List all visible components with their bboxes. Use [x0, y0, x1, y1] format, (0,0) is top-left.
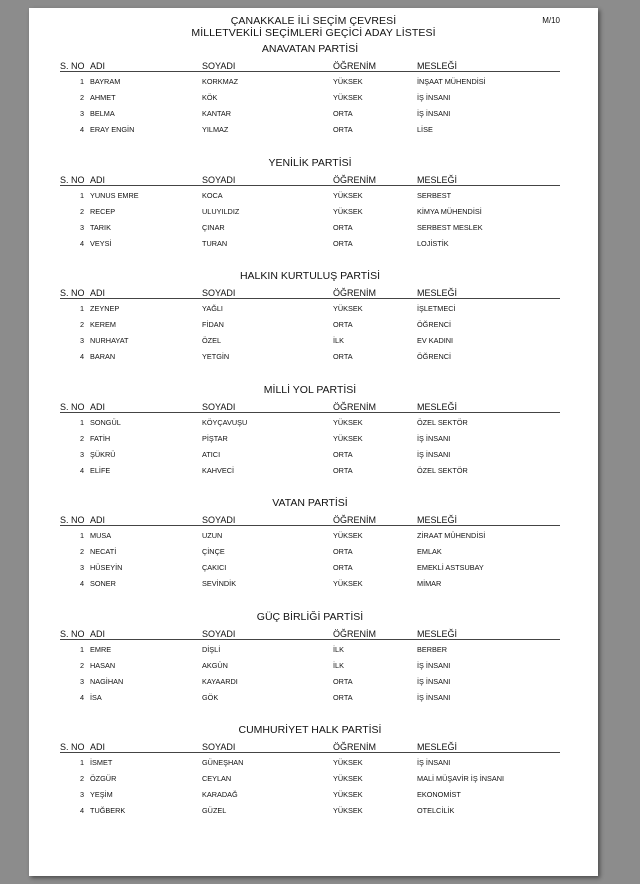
cell-adi: TUĞBERK — [90, 806, 126, 815]
table-header-row — [60, 739, 560, 755]
column-header-ogrenim: ÖĞRENİM — [333, 515, 377, 525]
cell-meslegi: İŞ İNSANI — [417, 433, 451, 443]
cell-meslegi: SERBEST — [417, 190, 452, 200]
table-row — [60, 803, 560, 819]
table-row — [60, 349, 560, 365]
column-header-adi: ADI — [90, 401, 106, 412]
cell-no: 1 — [79, 77, 84, 86]
cell-meslegi: İŞ İNSANI — [417, 449, 451, 459]
column-header-soyadi: SOYADI — [202, 628, 236, 639]
cell-soyadi: GÜNEŞHAN — [202, 758, 244, 767]
cell-no: 4 — [79, 125, 84, 134]
table-row — [60, 415, 560, 431]
table-row — [60, 544, 560, 560]
table-row — [60, 674, 560, 690]
column-header-ogrenim: ÖĞRENİM — [333, 288, 377, 298]
cell-no: 2 — [79, 433, 84, 443]
cell-adi: ELİFE — [90, 465, 111, 475]
cell-ogrenim: ORTA — [333, 449, 353, 459]
cell-meslegi: ÖZEL SEKTÖR — [417, 465, 468, 475]
cell-meslegi: KİMYA MÜHENDİSİ — [417, 206, 482, 216]
table-row — [60, 220, 560, 236]
cell-ogrenim: ORTA — [333, 547, 353, 556]
cell-meslegi: İNŞAAT MÜHENDİSİ — [417, 77, 486, 86]
cell-ogrenim: ORTA — [333, 320, 353, 329]
cell-soyadi: ULUYILDIZ — [202, 206, 240, 216]
cell-soyadi: ÇAKICI — [202, 563, 227, 572]
cell-soyadi: TURAN — [202, 238, 228, 248]
cell-no: 1 — [79, 644, 84, 654]
cell-ogrenim: YÜKSEK — [333, 304, 363, 313]
table-row — [60, 90, 560, 106]
table-header-row — [60, 58, 560, 74]
column-header-adi: ADI — [90, 628, 106, 639]
party-section — [60, 724, 560, 819]
cell-soyadi: KOCA — [202, 190, 223, 200]
table-row — [60, 755, 560, 771]
cell-ogrenim: ORTA — [333, 238, 353, 248]
cell-no: 3 — [79, 109, 84, 118]
column-header-no: S. NO — [60, 61, 85, 71]
cell-no: 2 — [79, 93, 84, 102]
cell-ogrenim: ORTA — [333, 125, 353, 134]
cell-meslegi: ZİRAAT MÜHENDİSİ — [417, 531, 486, 540]
page-reference: M/10 — [542, 16, 560, 25]
header-line-1: ÇANAKKALE İLİ SEÇİM ÇEVRESİ — [230, 15, 397, 27]
party-section — [60, 157, 560, 252]
table-row — [60, 301, 560, 317]
party-section — [60, 270, 560, 365]
cell-meslegi: SERBEST MESLEK — [417, 222, 483, 232]
cell-meslegi: ÖĞRENCİ — [417, 320, 452, 329]
cell-adi: MUSA — [90, 531, 112, 540]
cell-ogrenim: İLK — [333, 660, 344, 670]
column-header-meslegi: MESLEĞİ — [417, 288, 458, 298]
table-row — [60, 106, 560, 122]
cell-meslegi: İŞ İNSANI — [417, 93, 451, 102]
cell-adi: NAGİHAN — [90, 676, 124, 686]
table-row — [60, 658, 560, 674]
table-row — [60, 787, 560, 803]
cell-no: 3 — [79, 222, 84, 232]
cell-no: 2 — [79, 320, 84, 329]
table-row — [60, 463, 560, 479]
cell-soyadi: KÖK — [202, 93, 218, 102]
cell-no: 2 — [79, 206, 84, 216]
column-header-meslegi: MESLEĞİ — [417, 628, 458, 639]
cell-ogrenim: ORTA — [333, 676, 353, 686]
column-header-no: S. NO — [60, 174, 85, 185]
cell-ogrenim: YÜKSEK — [333, 758, 363, 767]
column-header-soyadi: SOYADI — [202, 61, 236, 71]
cell-soyadi: YAĞLI — [202, 304, 223, 313]
cell-soyadi: FİDAN — [202, 320, 224, 329]
cell-no: 4 — [79, 465, 84, 475]
cell-ogrenim: ORTA — [333, 222, 353, 232]
table-header-row — [60, 626, 560, 642]
cell-adi: SONGÜL — [90, 417, 121, 427]
cell-ogrenim: YÜKSEK — [333, 806, 363, 815]
cell-adi: ÖZGÜR — [90, 774, 117, 783]
column-header-no: S. NO — [60, 742, 85, 752]
column-header-no: S. NO — [60, 288, 85, 298]
cell-ogrenim: ORTA — [333, 465, 353, 475]
column-header-adi: ADI — [90, 742, 106, 752]
cell-meslegi: BERBER — [417, 644, 448, 654]
cell-ogrenim: YÜKSEK — [333, 93, 363, 102]
cell-soyadi: ÇİNÇE — [202, 547, 225, 556]
column-header-ogrenim: ÖĞRENİM — [333, 174, 377, 185]
cell-adi: VEYSİ — [90, 238, 112, 248]
cell-ogrenim: YÜKSEK — [333, 417, 363, 427]
cell-meslegi: EKONOMİST — [417, 790, 461, 799]
cell-no: 3 — [79, 336, 84, 345]
cell-no: 2 — [79, 774, 84, 783]
party-section — [60, 611, 560, 706]
cell-adi: HÜSEYİN — [90, 563, 123, 572]
cell-no: 1 — [79, 304, 84, 313]
cell-meslegi: ÖZEL SEKTÖR — [417, 417, 468, 427]
table-row — [60, 74, 560, 90]
cell-adi: TARIK — [90, 222, 111, 232]
cell-soyadi: KAHVECİ — [202, 465, 235, 475]
cell-no: 2 — [79, 660, 84, 670]
party-title: ANAVATAN PARTİSİ — [261, 43, 359, 55]
party-title: MİLLİ YOL PARTİSİ — [263, 383, 357, 396]
column-header-soyadi: SOYADI — [202, 174, 236, 185]
column-header-adi: ADI — [90, 174, 106, 185]
column-header-meslegi: MESLEĞİ — [417, 174, 458, 185]
column-header-adi: ADI — [90, 61, 106, 71]
cell-soyadi: SEVİNDİK — [202, 579, 237, 588]
cell-ogrenim: YÜKSEK — [333, 774, 363, 783]
cell-meslegi: OTELCİLİK — [417, 806, 455, 815]
cell-no: 1 — [79, 417, 84, 427]
cell-ogrenim: İLK — [333, 644, 344, 654]
table-row — [60, 690, 560, 706]
table-header-row — [60, 172, 560, 188]
party-section — [60, 384, 560, 479]
cell-adi: EMRE — [90, 644, 112, 654]
column-header-no: S. NO — [60, 515, 85, 525]
column-header-ogrenim: ÖĞRENİM — [333, 628, 377, 639]
cell-adi: YEŞİM — [90, 790, 113, 799]
column-header-ogrenim: ÖĞRENİM — [333, 742, 377, 752]
column-header-ogrenim: ÖĞRENİM — [333, 401, 377, 412]
cell-meslegi: EMLAK — [417, 547, 442, 556]
cell-soyadi: ATICI — [202, 449, 221, 459]
cell-ogrenim: YÜKSEK — [333, 579, 363, 588]
cell-ogrenim: ORTA — [333, 352, 353, 361]
cell-adi: ERAY ENGİN — [90, 125, 135, 134]
cell-adi: AHMET — [90, 93, 116, 102]
cell-meslegi: ÖĞRENCİ — [417, 352, 452, 361]
party-title: HALKIN KURTULUŞ PARTİSİ — [239, 270, 381, 282]
cell-meslegi: MİMAR — [417, 579, 442, 588]
party-title: GÜÇ BİRLİĞİ PARTİSİ — [256, 610, 364, 623]
document-header — [29, 16, 598, 39]
table-row — [60, 317, 560, 333]
cell-no: 4 — [79, 806, 84, 815]
cell-adi: NURHAYAT — [90, 336, 129, 345]
column-header-no: S. NO — [60, 401, 85, 412]
table-row — [60, 204, 560, 220]
party-title: VATAN PARTİSİ — [272, 497, 348, 509]
column-header-meslegi: MESLEĞİ — [417, 401, 458, 412]
cell-no: 4 — [79, 238, 84, 248]
cell-no: 3 — [79, 563, 84, 572]
cell-adi: İSA — [90, 692, 102, 702]
table-row — [60, 122, 560, 138]
cell-ogrenim: YÜKSEK — [333, 206, 363, 216]
table-row — [60, 236, 560, 252]
cell-meslegi: MALİ MÜŞAVİR İŞ İNSANI — [417, 774, 505, 783]
cell-soyadi: YILMAZ — [202, 125, 229, 134]
table-header-row — [60, 512, 560, 528]
table-row — [60, 333, 560, 349]
column-header-no: S. NO — [60, 628, 85, 639]
cell-adi: BAYRAM — [90, 77, 121, 86]
party-title: CUMHURİYET HALK PARTİSİ — [238, 724, 382, 736]
cell-soyadi: GÜZEL — [202, 806, 227, 815]
table-row — [60, 560, 560, 576]
cell-no: 1 — [79, 758, 84, 767]
cell-soyadi: KORKMAZ — [202, 77, 239, 86]
party-section — [60, 43, 560, 138]
cell-meslegi: İŞ İNSANI — [417, 660, 451, 670]
table-header-row — [60, 285, 560, 301]
cell-ogrenim: YÜKSEK — [333, 433, 363, 443]
cell-meslegi: İŞ İNSANI — [417, 109, 451, 118]
cell-no: 4 — [79, 579, 84, 588]
cell-meslegi: LOJİSTİK — [417, 238, 449, 248]
table-row — [60, 528, 560, 544]
cell-soyadi: ÇINAR — [202, 222, 225, 232]
column-header-ogrenim: ÖĞRENİM — [333, 61, 377, 71]
cell-adi: ŞÜKRÜ — [90, 449, 116, 459]
cell-adi: İSMET — [90, 758, 113, 767]
column-header-meslegi: MESLEĞİ — [417, 61, 458, 71]
column-header-adi: ADI — [90, 515, 106, 525]
cell-adi: BELMA — [90, 109, 115, 118]
cell-meslegi: İŞ İNSANI — [417, 676, 451, 686]
cell-meslegi: İŞ İNSANI — [417, 692, 451, 702]
column-header-meslegi: MESLEĞİ — [417, 515, 458, 525]
cell-adi: YUNUS EMRE — [90, 190, 139, 200]
header-line-2: MİLLETVEKİLİ SEÇİMLERİ GEÇİCİ ADAY LİSTESİ — [191, 26, 436, 39]
cell-adi: ZEYNEP — [90, 304, 120, 313]
cell-ogrenim: ORTA — [333, 109, 353, 118]
cell-adi: BARAN — [90, 352, 116, 361]
cell-no: 4 — [79, 352, 84, 361]
cell-soyadi: CEYLAN — [202, 774, 232, 783]
column-header-adi: ADI — [90, 288, 106, 298]
column-header-soyadi: SOYADI — [202, 515, 236, 525]
cell-soyadi: PİŞTAR — [202, 433, 228, 443]
cell-soyadi: YETGİN — [202, 352, 230, 361]
cell-adi: KEREM — [90, 320, 116, 329]
cell-no: 3 — [79, 790, 84, 799]
cell-no: 2 — [79, 547, 84, 556]
column-header-soyadi: SOYADI — [202, 288, 236, 298]
table-row — [60, 642, 560, 658]
cell-adi: SONER — [90, 579, 116, 588]
cell-soyadi: ÖZEL — [202, 336, 222, 345]
cell-ogrenim: İLK — [333, 336, 344, 345]
cell-adi: FATİH — [90, 433, 111, 443]
cell-soyadi: DİŞLİ — [202, 644, 221, 654]
party-title: YENİLİK PARTİSİ — [268, 156, 352, 169]
party-section — [60, 497, 560, 592]
cell-soyadi: KARADAĞ — [202, 790, 238, 799]
cell-soyadi: KAYAARDI — [202, 676, 238, 686]
cell-no: 1 — [79, 531, 84, 540]
cell-no: 1 — [79, 190, 84, 200]
cell-ogrenim: YÜKSEK — [333, 790, 363, 799]
cell-meslegi: İŞ İNSANI — [417, 758, 451, 767]
cell-soyadi: KÖYÇAVUŞU — [202, 417, 248, 427]
cell-adi: NECATİ — [90, 547, 117, 556]
cell-ogrenim: ORTA — [333, 563, 353, 572]
cell-ogrenim: YÜKSEK — [333, 190, 363, 200]
cell-ogrenim: ORTA — [333, 692, 353, 702]
cell-soyadi: KANTAR — [202, 109, 232, 118]
document-page — [29, 8, 598, 876]
column-header-meslegi: MESLEĞİ — [417, 742, 458, 752]
cell-adi: HASAN — [90, 660, 116, 670]
cell-no: 3 — [79, 449, 84, 459]
cell-ogrenim: YÜKSEK — [333, 531, 363, 540]
table-row — [60, 447, 560, 463]
table-row — [60, 188, 560, 204]
cell-no: 4 — [79, 692, 84, 702]
table-row — [60, 576, 560, 592]
table-row — [60, 771, 560, 787]
cell-meslegi: İŞLETMECİ — [417, 304, 456, 313]
cell-ogrenim: YÜKSEK — [333, 77, 363, 86]
column-header-soyadi: SOYADI — [202, 401, 236, 412]
cell-soyadi: GÖK — [202, 692, 219, 702]
cell-soyadi: AKGÜN — [202, 660, 228, 670]
cell-adi: RECEP — [90, 206, 116, 216]
table-row — [60, 431, 560, 447]
cell-meslegi: EV KADINI — [417, 336, 454, 345]
table-header-row — [60, 399, 560, 415]
cell-meslegi: LİSE — [417, 125, 433, 134]
cell-soyadi: UZUN — [202, 531, 223, 540]
column-header-soyadi: SOYADI — [202, 742, 236, 752]
cell-meslegi: EMEKLİ ASTSUBAY — [417, 563, 484, 572]
cell-no: 3 — [79, 676, 84, 686]
